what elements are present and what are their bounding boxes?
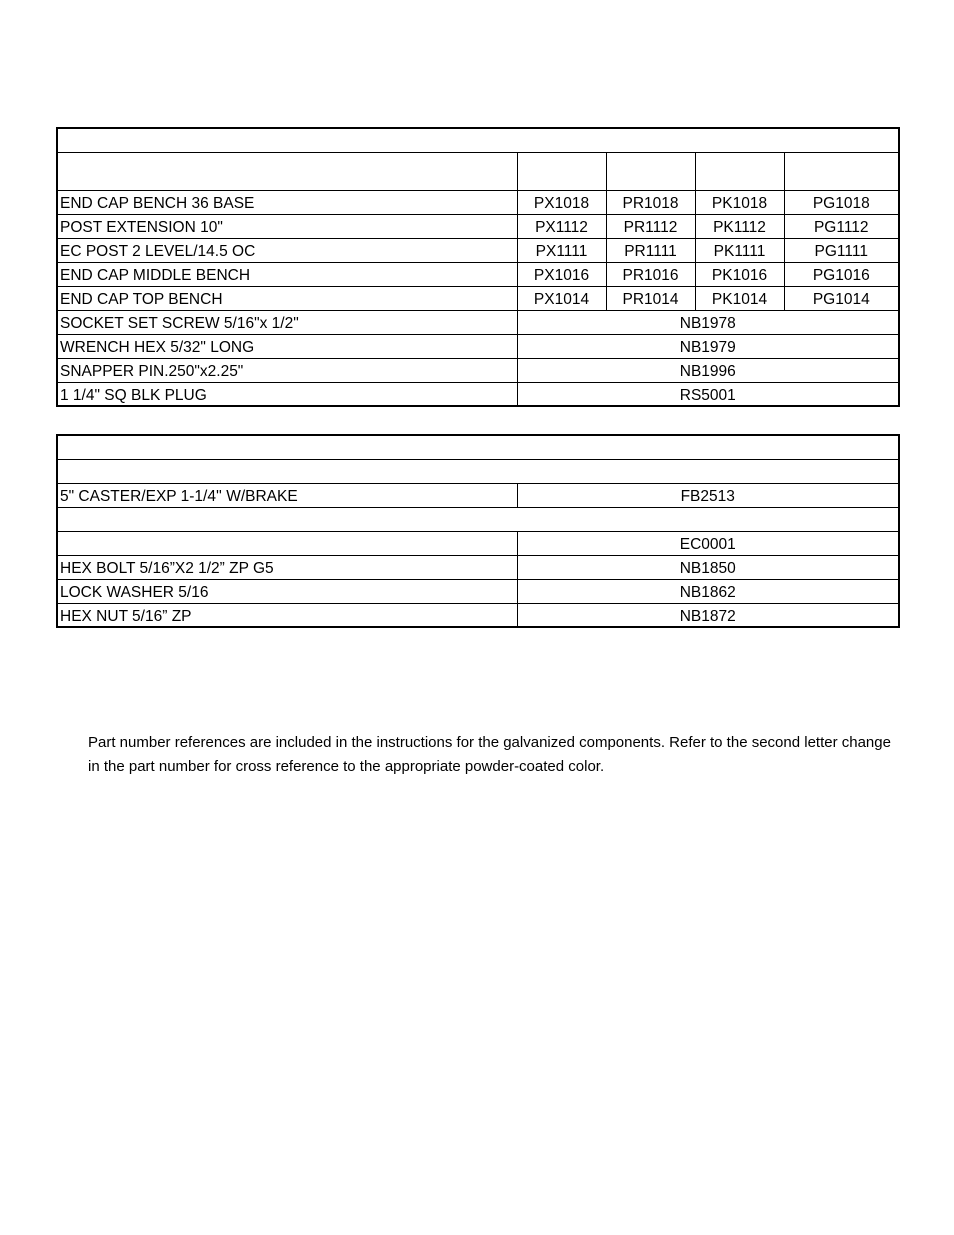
table-row: [57, 262, 899, 286]
part-description: EC POST 2 LEVEL/14.5 OC: [57, 238, 517, 262]
part-description: 5" CASTER/EXP 1-1/4'' W/BRAKE: [57, 483, 517, 507]
header-cell-color-2: [606, 152, 695, 190]
part-description: END CAP BENCH 36 BASE: [57, 190, 517, 214]
part-description: [57, 531, 517, 555]
part-number: PG1014: [784, 286, 899, 310]
part-number: NB1850: [517, 555, 899, 579]
part-number: PX1014: [517, 286, 606, 310]
part-number: PR1014: [606, 286, 695, 310]
part-description: END CAP TOP BENCH: [57, 286, 517, 310]
part-number: NB1872: [517, 603, 899, 627]
part-number: PG1111: [784, 238, 899, 262]
part-number: RS5001: [517, 382, 899, 406]
part-number: PX1016: [517, 262, 606, 286]
table-row: [57, 579, 899, 603]
part-number: PG1018: [784, 190, 899, 214]
part-description: END CAP MIDDLE BENCH: [57, 262, 517, 286]
table-row: [57, 214, 899, 238]
parts-table-end-cap: [56, 127, 900, 407]
header-cell-color-4: [784, 152, 899, 190]
table-row: [57, 286, 899, 310]
parts-table-caster-kit: [56, 434, 900, 628]
section-header-row: [57, 507, 899, 531]
table-row: [57, 358, 899, 382]
part-number: PK1111: [695, 238, 784, 262]
table-row: [57, 334, 899, 358]
part-number: PK1014: [695, 286, 784, 310]
table-title-cell: [57, 435, 899, 459]
table-row: [57, 483, 899, 507]
header-cell-color-1: [517, 152, 606, 190]
table-row: [57, 555, 899, 579]
table-row: [57, 190, 899, 214]
header-cell-color-3: [695, 152, 784, 190]
part-description: HEX BOLT 5/16”X2 1/2” ZP G5: [57, 555, 517, 579]
part-description: WRENCH HEX 5/32" LONG: [57, 334, 517, 358]
table-title-cell: [57, 128, 899, 152]
part-number: PR1111: [606, 238, 695, 262]
section-header-cell: [57, 507, 899, 531]
part-number: PG1112: [784, 214, 899, 238]
part-number: PK1112: [695, 214, 784, 238]
table-row: [57, 310, 899, 334]
part-number: PX1018: [517, 190, 606, 214]
part-number: EC0001: [517, 531, 899, 555]
part-description: SOCKET SET SCREW 5/16"x 1/2": [57, 310, 517, 334]
part-number: NB1862: [517, 579, 899, 603]
table-row: [57, 238, 899, 262]
section-header-cell: [57, 459, 899, 483]
part-number: NB1978: [517, 310, 899, 334]
part-number: PK1016: [695, 262, 784, 286]
part-number: NB1979: [517, 334, 899, 358]
table-row: [57, 382, 899, 406]
part-number: PX1111: [517, 238, 606, 262]
part-description: LOCK WASHER 5/16: [57, 579, 517, 603]
part-description: 1 1/4" SQ BLK PLUG: [57, 382, 517, 406]
part-description: HEX NUT 5/16” ZP: [57, 603, 517, 627]
part-description: POST EXTENSION 10": [57, 214, 517, 238]
table-row: [57, 531, 899, 555]
header-cell-description: [57, 152, 517, 190]
part-number: PK1018: [695, 190, 784, 214]
part-number: PG1016: [784, 262, 899, 286]
table-row: [57, 603, 899, 627]
part-number: NB1996: [517, 358, 899, 382]
part-number: FB2513: [517, 483, 899, 507]
part-number: PR1018: [606, 190, 695, 214]
table-title-row: [57, 435, 899, 459]
section-header-row: [57, 459, 899, 483]
table-title-row: [57, 128, 899, 152]
part-number: PX1112: [517, 214, 606, 238]
part-number: PR1016: [606, 262, 695, 286]
cross-reference-note: Part number references are included in the instructions for the galvanized components. Refer to the second letter change in the part number for cross reference to the appropriate powder-coated color.: [88, 734, 891, 775]
table-header-row: [57, 152, 899, 190]
part-description: SNAPPER PIN.250"x2.25": [57, 358, 517, 382]
part-number: PR1112: [606, 214, 695, 238]
